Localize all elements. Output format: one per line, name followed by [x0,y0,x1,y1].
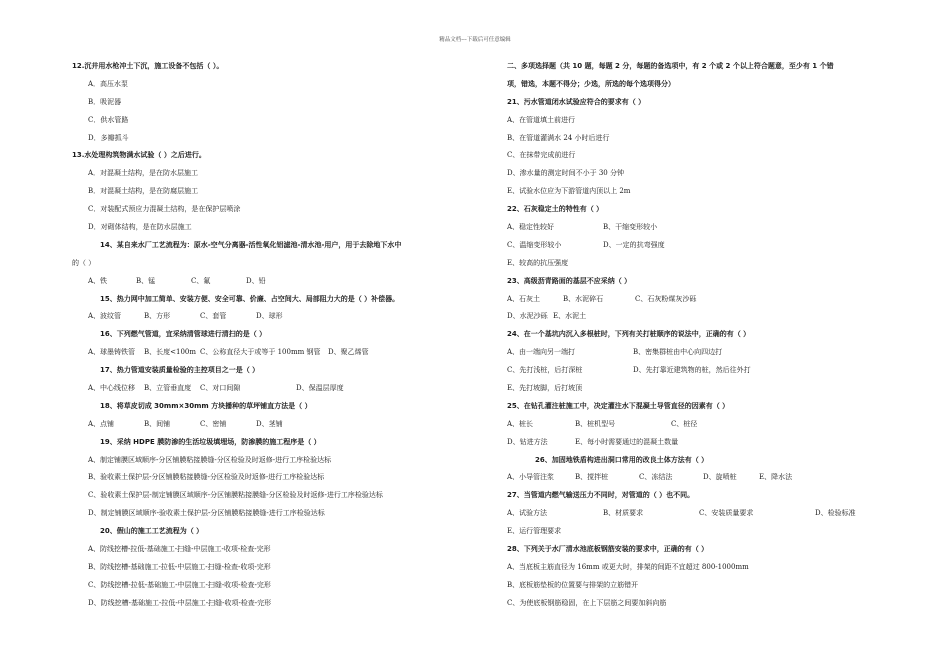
option: A、防线挖槽-拉低-基础施工-扫缝-中层施工-收项-检查-完形 [88,545,271,554]
question-21: 21、污水管道闭水试验应符合的要求有（ ） [507,97,646,106]
question-26: 26、加固地铁盾构进出洞口常用的改良土体方法有（ ） [535,455,709,464]
option: E、试验水位应为下游管道内顶以上 2m [507,187,631,196]
option: D、铅 [246,276,266,285]
option: A、在管道填土前进行 [507,115,576,124]
option: C、冻结法 [639,473,673,482]
option: D、检验标准 [815,509,856,518]
option: D、旋喷桩 [703,473,737,482]
question-17: 17、热力管道安装质量检验的主控项目之一是（ ） [100,366,260,375]
option: C．对装配式预应力混凝土结构，是在保护层喷涂 [88,205,241,214]
option: C、验收素土保护层-制定铺膜区域顺序-分区铺膜粘接膜缝-分区检验及时返修-进行工序检验达标 [88,491,383,500]
options-row [507,237,917,255]
option: A．对混凝土结构，是在防水层施工 [88,169,199,178]
option: B、干缩变形较小 [603,223,658,232]
question-14: 14、某自来水厂工艺流程为：原水-空气分离器-活性氧化铝滤池-清水池-用户，用于去除地下水中 [100,240,402,249]
option: B、在管道灌满水 24 小时后进行 [507,133,610,142]
option: A、制定铺膜区域顺序-分区铺膜粘接膜缝-分区检验及时返修-进行工序检验达标 [88,455,332,464]
question-25: 25、在钻孔灌注桩施工中，决定灌注水下混凝土导管直径的因素有（ ） [507,401,730,410]
option: E、先打坡脚，后打坡顶 [507,384,583,393]
option: C、防线挖槽-拉低-基础施工-中层施工-扫缝-收项-检查-完形 [88,580,271,589]
options-row [507,219,917,237]
option: C、桩径 [671,419,698,428]
option: C、密铺 [200,419,227,428]
option: C、先打浅桩，后打深桩 [507,366,583,375]
option: D、水泥沙砾 [507,312,548,321]
option: D、聚乙烯管 [328,348,369,357]
option: C、石灰粉煤灰沙砾 [635,294,697,303]
section-title: 二、多项选择题（共 10 题，每题 2 分，每题的备选项中，有 2 个或 2 个以上符合题意，至少有 1 个错 [507,62,834,70]
option: A、中心线位移 [88,384,136,393]
option: B、长度<100m [144,348,197,357]
question-12: 12.沉井用水枪冲土下沉，施工设备不包括（ ）。 [72,62,224,70]
options-row [72,308,472,326]
section-title-cont: 项，错选，本题不得分；少选，所选的每个选项得分） [507,79,675,88]
option: A、桩长 [507,419,534,428]
options-row [507,434,917,452]
option: C、温缩变形较小 [507,240,562,249]
option: B、密集群桩由中心向四边打 [633,348,723,357]
option: B、防线挖槽-基础施工-拉低-中层施工-扫缝-检查-收项-完形 [88,562,271,571]
question-28: 28、下列关于水厂清水池底板钢筋安装的要求中，正确的有（ ） [507,545,709,554]
option: C、套管 [200,312,227,321]
option: A、铁 [88,276,108,285]
question-19: 19、采纳 HDPE 膜防渗的生活垃圾填埋场，防渗膜的施工程序是（ ） [100,437,321,446]
option: B、方形 [144,312,171,321]
question-15: 15、热力网中加工简单、安装方便、安全可靠、价廉、占空间大、局部阻力大的是（ ）补偿器。 [100,294,400,303]
option: E、运行管理要求 [507,527,562,536]
option: A、点铺 [88,419,115,428]
options-row [507,416,917,434]
options-row [507,308,917,326]
question-20: 20、假山的施工工艺流程为（ ） [100,527,204,536]
option: D、保温层厚度 [296,384,344,393]
option: B．对混凝土结构，是在防腐层施工 [88,187,199,196]
question-22: 22、石灰稳定土的特性有（ ） [507,205,604,214]
option: D、防线挖槽-基础施工-拉低-中层施工-扫缝-收项-检查-完形 [88,598,272,607]
option: E、水泥土 [553,312,587,321]
option: B、材质要求 [603,509,644,518]
option: A、石灰土 [507,294,541,303]
question-23: 23、高级沥青路面的基层不应采纳（ ） [507,276,632,285]
options-row [72,344,472,362]
question-24: 24、在一个基坑内沉入多根桩时，下列有关打桩顺序的说法中，正确的有（ ） [507,330,751,339]
option: D、茎铺 [256,419,283,428]
options-row [507,505,917,523]
option: D、球形 [256,312,283,321]
options-row [507,344,917,362]
option: E、降水法 [759,473,793,482]
options-row [507,291,917,309]
option: B、桩机型号 [575,419,616,428]
option: B、搅拌桩 [575,473,609,482]
option: C、氟 [191,276,211,285]
options-row [507,362,917,380]
question-16: 16、下列燃气管道，宜采纳清管球进行清扫的是（ ） [100,330,267,339]
option: B．吸泥器 [88,97,122,106]
page-header: 精品文档---下载后可任意编辑 [439,37,511,43]
option: B、底板筋垫板的位置要与排架的立筋错开 [507,580,639,589]
option: A、稳定性较好 [507,223,555,232]
option: B、锰 [136,276,156,285]
option: C、对口间隙 [200,384,241,393]
question-14-cont: 的（ ） [72,258,96,267]
question-18: 18、将草皮切成 30mm×30mm 方块播种的草坪铺直方法是（ ） [100,401,312,410]
right-column [507,58,917,613]
option: D、制定铺膜区域顺序-验收素土保护层-分区铺膜粘接膜缝-进行工序检验达标 [88,509,325,518]
option: D．对砌体结构，是在防水层施工 [88,223,192,232]
option: C、安装质量要求 [699,509,754,518]
option: A、球墨铸铁管 [88,348,136,357]
option: B、验收素土保护层-分区铺膜粘接膜缝-分区检验及时返修-进行工序检验达标 [88,473,325,482]
option: D．多瓣抓斗 [88,133,129,142]
option: A、试验方法 [507,509,548,518]
question-27: 27、当管道内燃气输送压力不同时，对管道的（ ）也不同。 [507,491,695,500]
option: C．供水管路 [88,115,129,124]
option: D、钻进方法 [507,437,548,446]
left-column [72,58,472,613]
options-row [72,273,472,291]
option: B、立管垂直度 [144,384,192,393]
option: B、间铺 [144,419,171,428]
option: A、小导管注浆 [507,473,555,482]
options-row [507,469,917,487]
option: C、公称直径大于或等于 100mm 钢管 [200,348,321,357]
option: D、渗水量的测定时间不小于 30 分钟 [507,169,624,178]
option: C、在抹带完成前进行 [507,151,576,160]
options-row [72,380,472,398]
option: E、较高的抗压强度 [507,258,569,267]
option: A、当底板主筋直径为 16mm 或更大时，排架的间距不宜超过 800-1000mm [507,562,749,571]
options-row [72,416,472,434]
option: A、由一端向另一端打 [507,348,576,357]
option: D、一定的抗弯强度 [603,240,665,249]
option: B、水泥碎石 [563,294,604,303]
option: A．高压水泵 [88,79,129,88]
option: A、波纹管 [88,312,122,321]
option: C、为使底板钢筋稳固，在上下层筋之间要加斜向筋 [507,598,667,607]
question-13: 13.水处理构筑物满水试验（ ）之后进行。 [72,151,206,160]
option: E、每小时需要通过的混凝土数量 [575,437,679,446]
option: D、先打靠近建筑物的桩，然后往外打 [633,366,751,375]
